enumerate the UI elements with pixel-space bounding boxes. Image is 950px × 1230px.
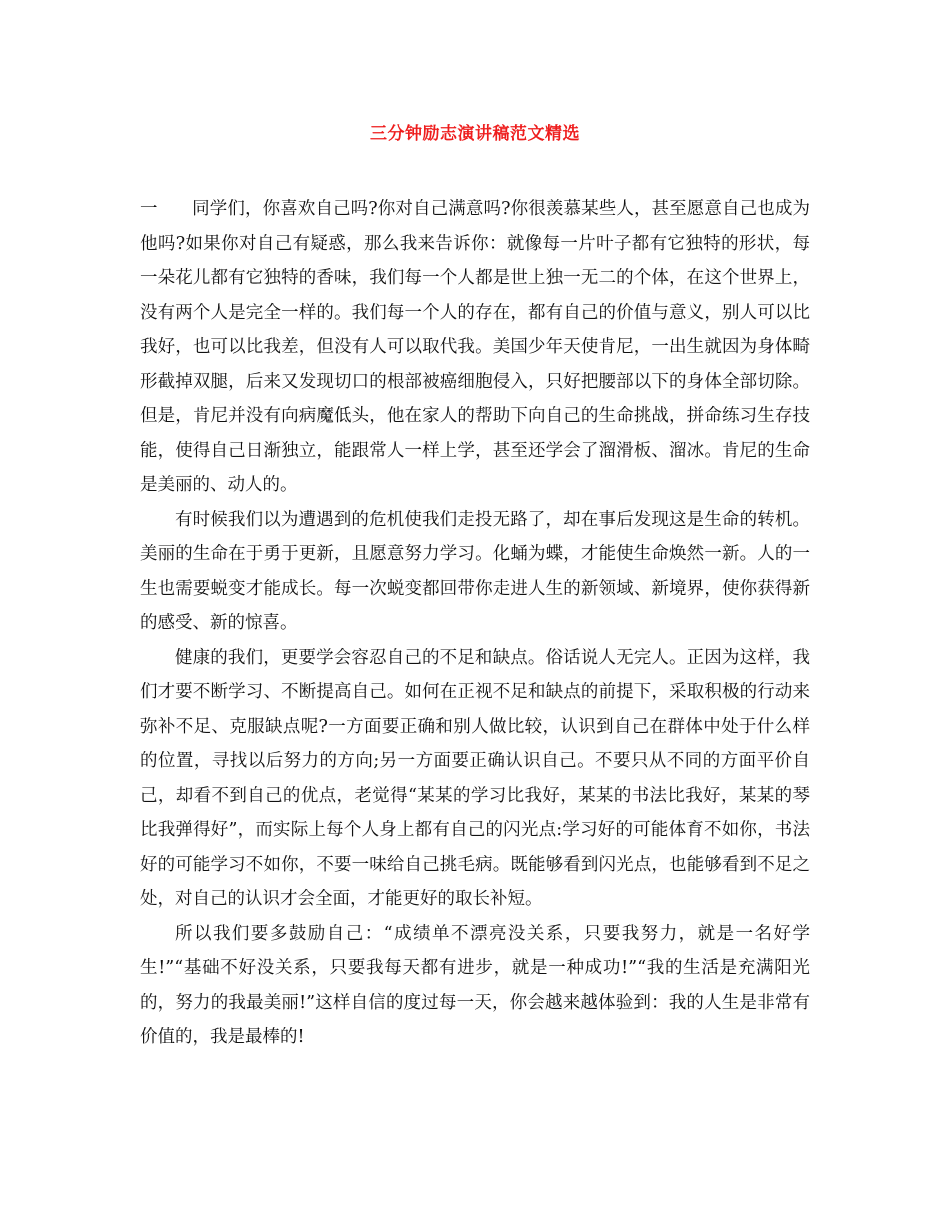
paragraph-4: 所以我们要多鼓励自己：“成绩单不漂亮没关系，只要我努力，就是一名好学生!”“基础不好没关系，只要我每天都有进步，就是一种成功!”“我的生活是充满阳光的，努力的我最美丽!”这样自信的度过每一天，你会越来越体验到：我的人生是非常有价值的，我是最棒的! bbox=[140, 923, 810, 1047]
paragraph-3: 健康的我们，更要学会容忍自己的不足和缺点。俗话说人无完人。正因为这样，我们才要不断学习、不断提高自己。如何在正视不足和缺点的前提下，采取积极的行动来弥补不足、克服缺点呢?一方面要正确和别人做比较，认识到自己在群体中处于什么样的位置，寻找以后努力的方向;另一方面要正确认识自己。不要只从不同的方面平价自己，却看不到自己的优点，老觉得“某某的学习比我好，某某的书法比我好，某某的琴比我弹得好”，而实际上每个人身上都有自己的闪光点:学习好的可能体育不如你，书法好的可能学习不如你，不要一味给自己挑毛病。既能够看到闪光点，也能够看到不足之处，对自己的认识才会全面，才能更好的取长补短。 bbox=[140, 647, 810, 909]
document-body bbox=[140, 192, 810, 1055]
document-title: 三分钟励志演讲稿范文精选 bbox=[370, 124, 580, 144]
section-number: 一 bbox=[140, 199, 158, 219]
paragraph-2: 有时候我们以为遭遇到的危机使我们走投无路了，却在事后发现这是生命的转机。美丽的生命在于勇于更新，且愿意努力学习。化蛹为蝶，才能使生命焕然一新。人的一生也需要蜕变才能成长。每一次蜕变都回带你走进人生的新领域、新境界，使你获得新的感受、新的惊喜。 bbox=[140, 509, 810, 633]
paragraph-1 bbox=[140, 192, 810, 503]
paragraph-1-text: 同学们，你喜欢自己吗?你对自己满意吗?你很羡慕某些人，甚至愿意自己也成为他吗?如果你对自己有疑惑，那么我来告诉你：就像每一片叶子都有它独特的形状，每一朵花儿都有它独特的香味，我们每一个人都是世上独一无二的个体，在这个世界上，没有两个人是完全一样的。我们每一个人的存在，都有自己的价值与意义，别人可以比我好，也可以比我差，但没有人可以取代我。美国少年天使肯尼，一出生就因为身体畸形截掉双腿，后来又发现切口的根部被癌细胞侵入，只好把腰部以下的身体全部切除。但是，肯尼并没有向病魔低头，他在家人的帮助下向自己的生命挑战，拼命练习生存技能，使得自己日渐独立，能跟常人一样上学，甚至还学会了溜滑板、溜冰。肯尼的生命是美丽的、动人的。 bbox=[140, 199, 810, 495]
